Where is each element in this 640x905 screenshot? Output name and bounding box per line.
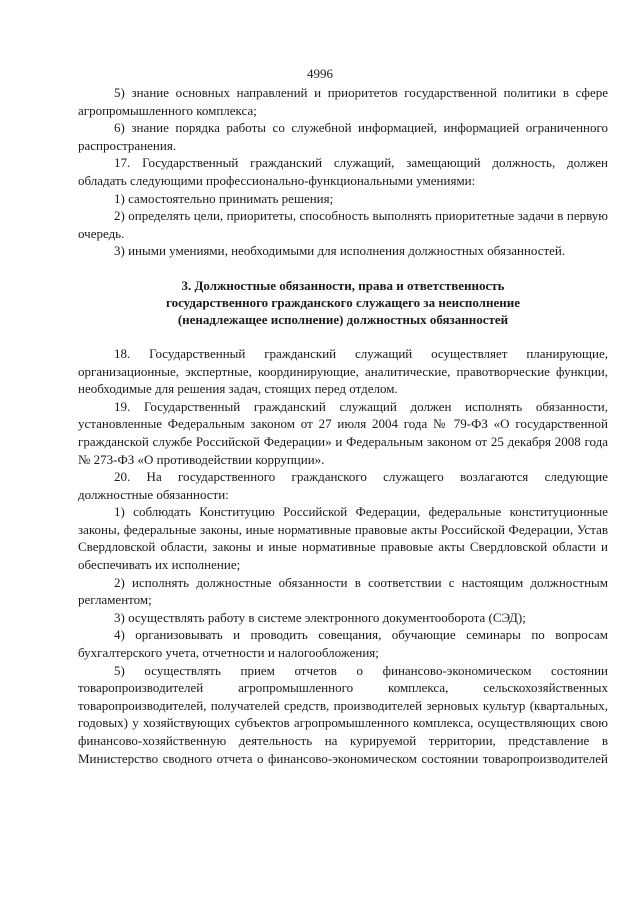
- paragraph-skill-3: 3) иными умениями, необходимыми для исполнения должностных обязанностей.: [114, 243, 566, 259]
- paragraph-duty-2: 2) исполнять должностные обязанности в соответствии с настоящим должностным регламентом;: [78, 574, 608, 608]
- section-heading: [78, 277, 608, 328]
- paragraph-duty-5: 5) осуществлять прием отчетов о финансово-экономическом состоянии товаропроизводителей агропромышленного комплекса, сельскохозяйственных товаропроизводителей, получателей средств, производителей зерновых культур (квартальных, годовых) у хозяйствующих субъектов агропромышленного комплекса, осуществляющих свою финансово-хозяйственную деятельность на курируемой территории, представление в Министерство сводного отчета о финансово-экономическом состоянии товаропроизводителей: [78, 662, 608, 766]
- paragraph-20: 20. На государственного гражданского служащего возлагаются следующие должностные обязанности:: [78, 469, 608, 502]
- paragraph-duty-4: 4) организовывать и проводить совещания, обучающие семинары по вопросам бухгалтерского учета, отчетности и налогообложения;: [78, 627, 608, 661]
- paragraph-duty-1: 1) соблюдать Конституцию Российской Федерации, федеральные конституционные законы, федеральные законы, иные нормативные правовые акты Российской Федерации, Устав Свердловской области, законы и иные нормативные правовые акты Свердловской области и обеспечивать их исполнение;: [78, 504, 608, 573]
- section-heading-line-1: 3. Должностные обязанности, права и ответственность: [181, 277, 505, 293]
- paragraph-17: 17. Государственный гражданский служащий, замещающий должность, должен обладать следующими профессионально-функциональными умениями:: [78, 155, 608, 188]
- paragraph-item-6: 6) знание порядка работы со служебной информацией, информацией ограниченного распространения.: [78, 120, 608, 153]
- paragraph-duty-3: 3) осуществлять работу в системе электронного документооборота (СЭД);: [114, 609, 526, 625]
- document-body: [78, 84, 608, 767]
- paragraph-item-5: 5) знание основных направлений и приоритетов государственной политики в сфере агропромышленного комплекса;: [78, 85, 608, 118]
- paragraph-skill-1: 1) самостоятельно принимать решения;: [114, 190, 334, 206]
- paragraph-skill-2: 2) определять цели, приоритеты, способность выполнять приоритетные задачи в первую очередь.: [78, 208, 608, 241]
- paragraph-19: 19. Государственный гражданский служащий должен исполнять обязанности, установленные Федеральным законом от 27 июля 2004 года № 79-ФЗ «О государственной гражданской службе Российской Федерации» и Федеральным законом от 25 декабря 2008 года № 273-ФЗ «О противодействии коррупции».: [78, 398, 608, 467]
- paragraph-18: 18. Государственный гражданский служащий осуществляет планирующие, организационные, экспертные, координирующие, аналитические, правотворческие функции, необходимые для решения задач, стоящих перед отделом.: [78, 345, 608, 397]
- section-heading-line-3: (ненадлежащее исполнение) должностных обязанностей: [177, 311, 509, 327]
- page-number: 4996: [307, 66, 333, 81]
- section-heading-line-2: государственного гражданского служащего за неисполнение: [166, 294, 520, 310]
